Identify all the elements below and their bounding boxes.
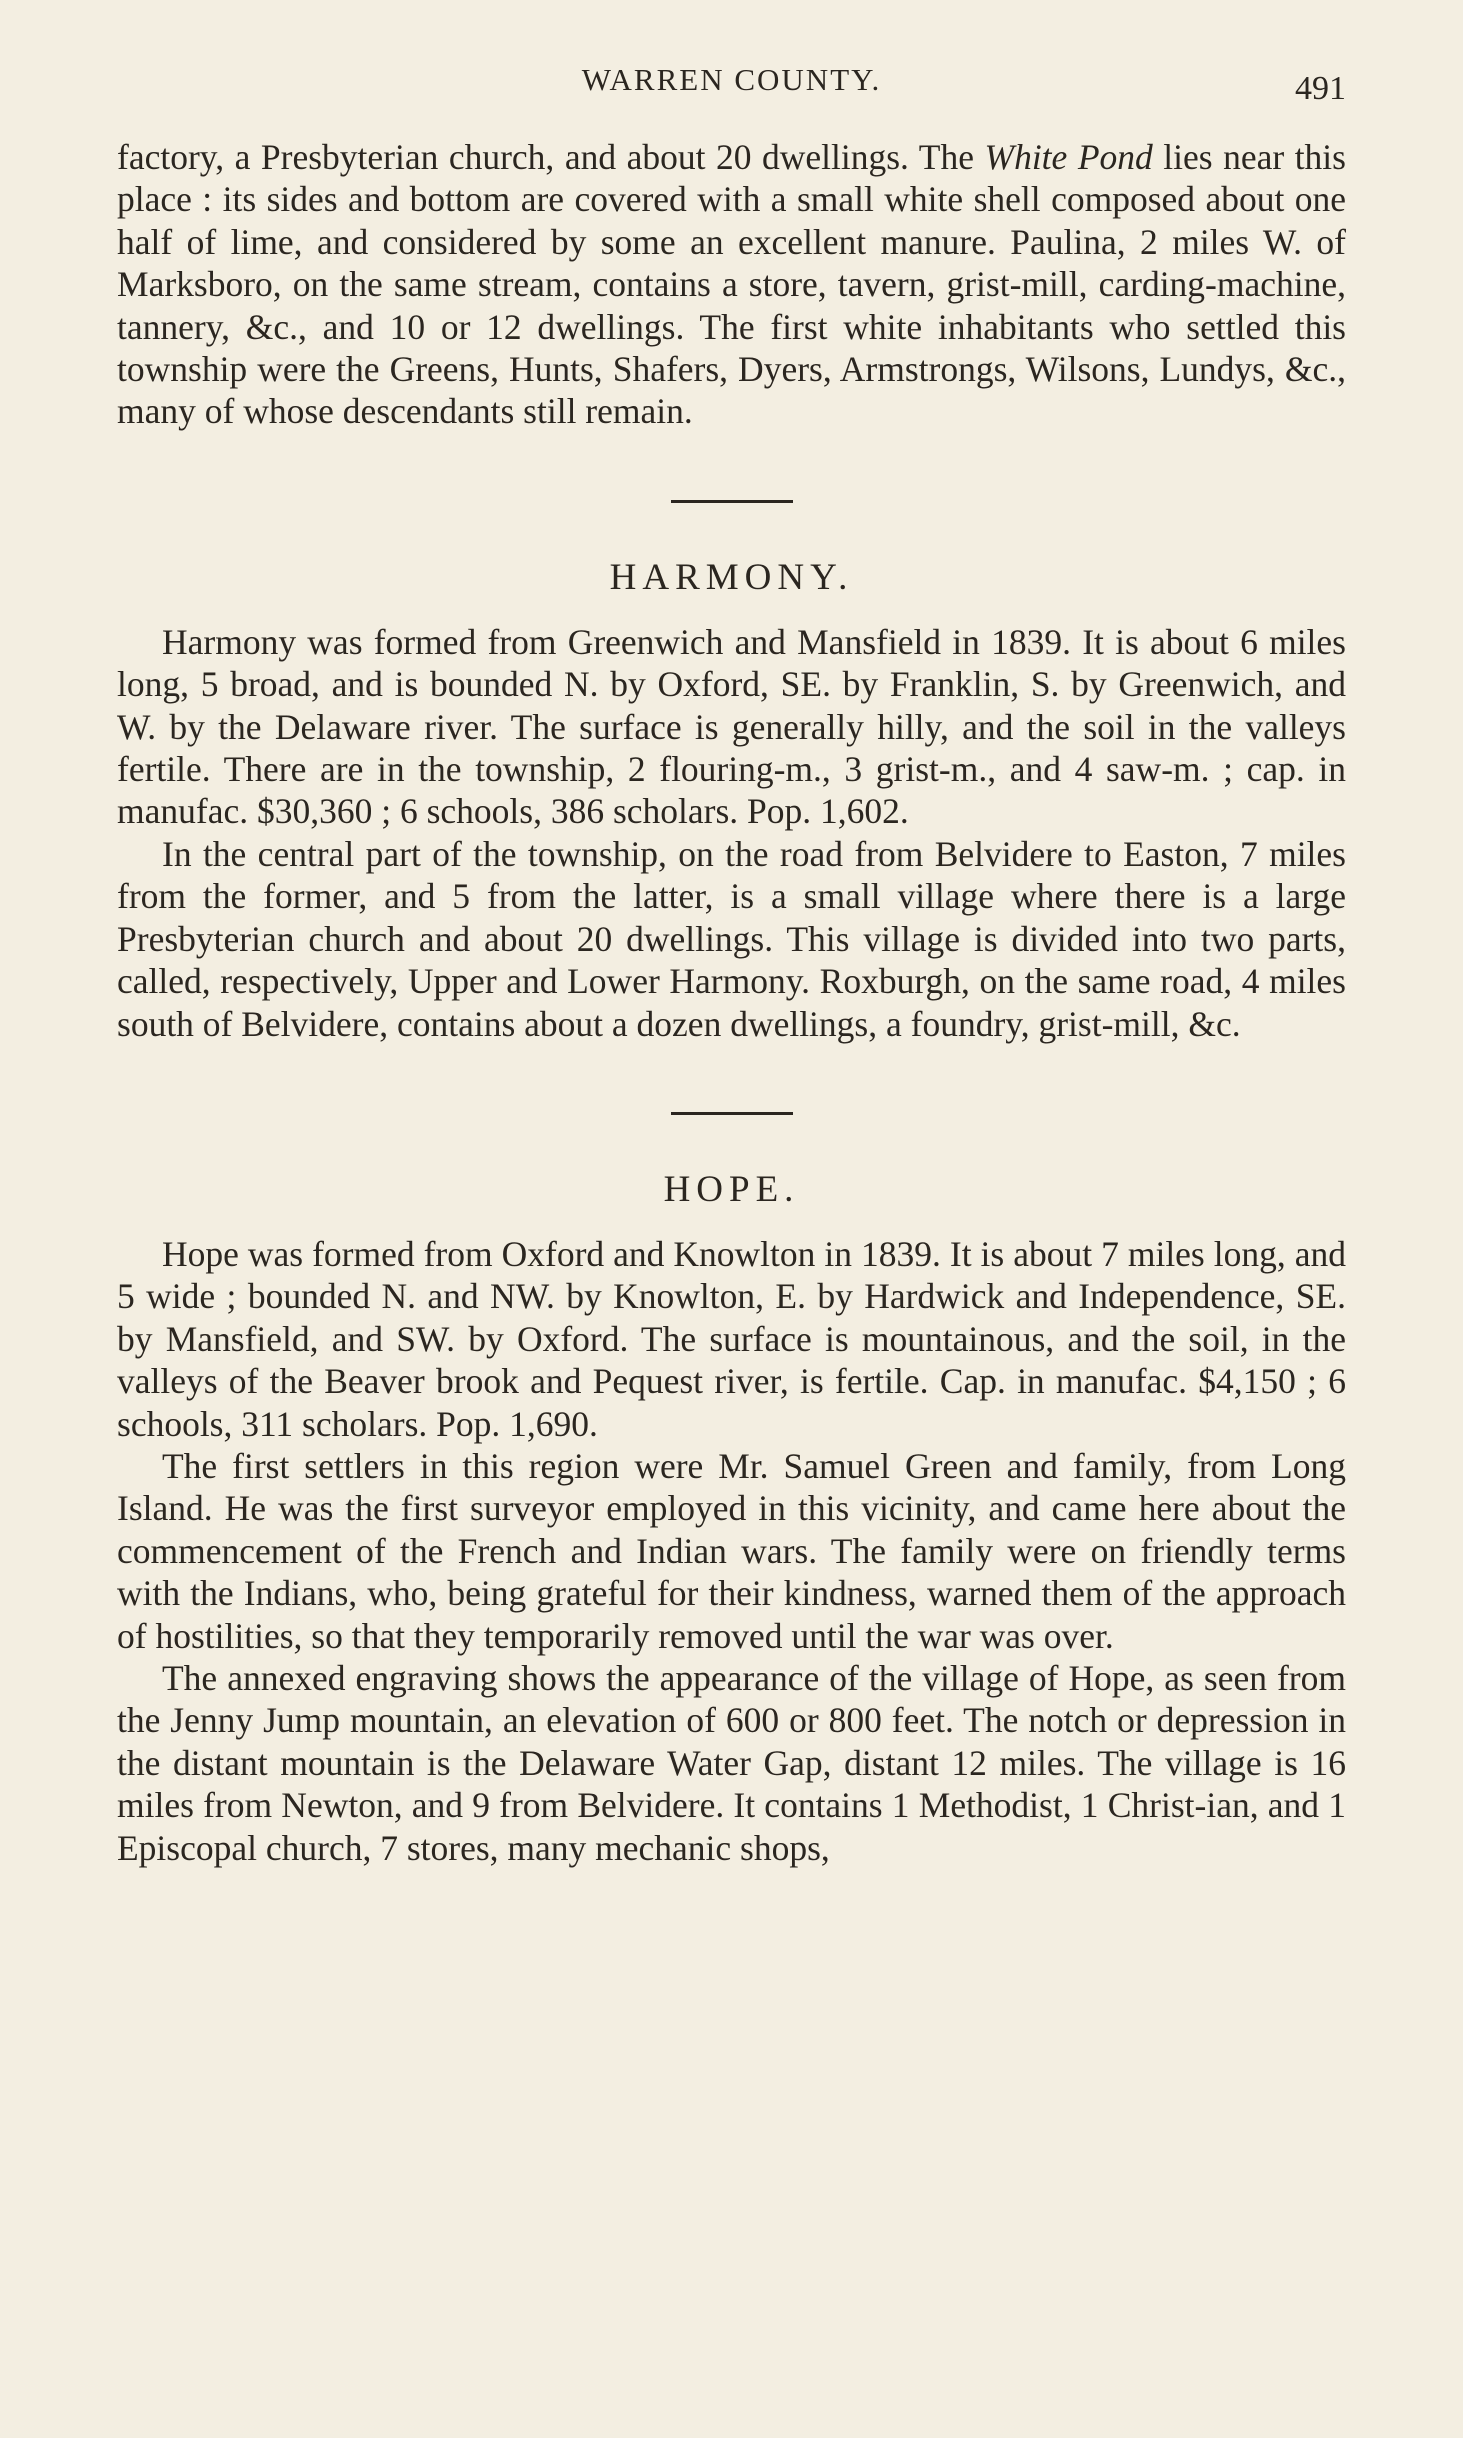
section-title-hope: HOPE. [663,1168,800,1210]
intro-text-end: lies near this place : its sides and bottom are covered with a small white shell composed about one half of lime, and considered by some an excellent manure. Paulina, 2 miles W. of Marksboro, on the same stream, contains a store, tavern, grist-mill, carding-machine, tannery, &c., and 10 or 12 dwellings. The first white inhabitants who settled this township were the Greens, Hunts, Shafers, Dyers, Armstrongs, Wilsons, Lundys, &c., many of whose descendants still remain. [117,137,1346,432]
hope-paragraph-3: The annexed engraving shows the appearance of the village of Hope, as seen from the Jenny Jump mountain, an elevation of 600 or 800 feet. The notch or depression in the distant mountain is the Delaware Water Gap, distant 12 miles. The village is 16 miles from Newton, and 9 from Belvidere. It contains 1 Methodist, 1 Christ-ian, and 1 Episcopal church, 7 stores, many mechanic shops, [117,1657,1346,1868]
running-title: WARREN COUNTY. [581,62,882,97]
body-text [117,136,1346,1869]
intro-text-start: factory, a Presbyterian church, and about 20 dwellings. The [117,137,985,177]
harmony-paragraph-2: In the central part of the township, on the road from Belvidere to Easton, 7 miles from the former, and 5 from the latter, is a small village where there is a large Presbyterian church and about 20 dwellings. This village is divided into two parts, called, respectively, Upper and Lower Harmony. Roxburgh, on the same road, 4 miles south of Belvidere, contains about a dozen dwellings, a foundry, grist-mill, &c. [117,833,1346,1044]
intro-paragraph [117,136,1346,433]
section-divider-rule [671,500,793,503]
section-title-harmony: HARMONY. [609,556,854,598]
intro-italic-place-name: White Pond [984,137,1153,177]
hope-paragraph-1: Hope was formed from Oxford and Knowlton in 1839. It is about 7 miles long, and 5 wide ; bounded N. and NW. by Knowlton, E. by Hardwick and Independence, SE. by Mansfield, and SW. by Oxford. The surface is mountainous, and the soil, in the valleys of the Beaver brook and Pequest river, is fertile. Cap. in manufac. $4,150 ; 6 schools, 311 scholars. Pop. 1,690. [117,1233,1346,1444]
page-number: 491 [1295,70,1346,107]
section-divider-rule [671,1112,793,1115]
harmony-paragraph-1: Harmony was formed from Greenwich and Mansfield in 1839. It is about 6 miles long, 5 broad, and is bounded N. by Oxford, SE. by Franklin, S. by Greenwich, and W. by the Delaware river. The surface is generally hilly, and the soil in the valleys fertile. There are in the township, 2 flouring-m., 3 grist-m., and 4 saw-m. ; cap. in manufac. $30,360 ; 6 schools, 386 scholars. Pop. 1,602. [117,621,1346,832]
running-head [117,62,1346,112]
hope-paragraph-2: The first settlers in this region were Mr. Samuel Green and family, from Long Island. He was the first surveyor employed in this vicinity, and came here about the commencement of the French and Indian wars. The family were on friendly terms with the Indians, who, being grateful for their kindness, warned them of the approach of hostilities, so that they temporarily removed until the war was over. [117,1445,1346,1656]
